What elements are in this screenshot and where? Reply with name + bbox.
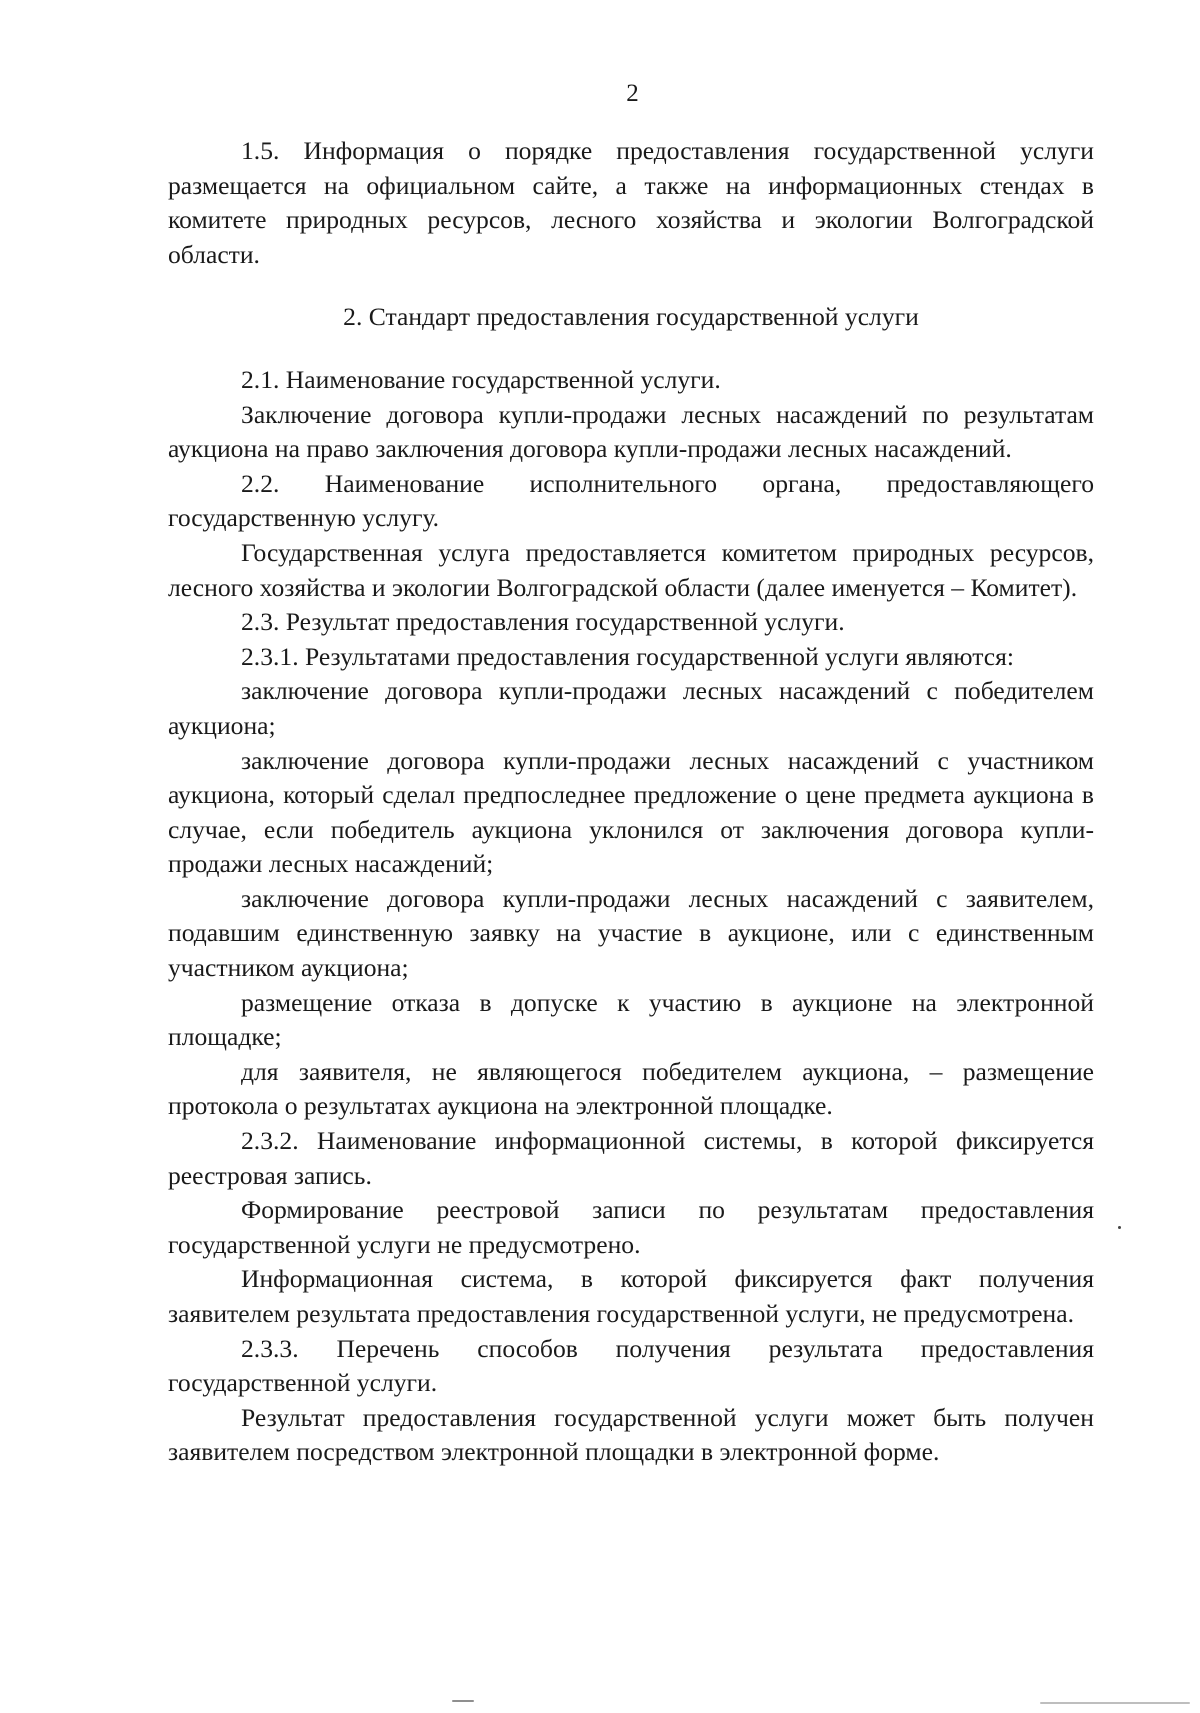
section-title: 2. Стандарт предоставления государственной услуги	[343, 302, 919, 332]
paragraph-2-2: 2.2. Наименование исполнительного органа, предоставляющего государственную услугу.	[168, 468, 1094, 533]
paragraph: Информационная система, в которой фиксируется факт получения заявителем результата предоставления государственной услуги, не предусмотрена.	[168, 1264, 1094, 1328]
list-item: размещение отказа в допуске к участию в аукционе на электронной площадке;	[168, 987, 1094, 1052]
paragraph-2-3-1: 2.3.1. Результатами предоставления государственной услуги являются:	[241, 641, 1014, 671]
scan-speck	[452, 1700, 474, 1702]
paragraph: Формирование реестровой записи по результатам предоставления государственной услуги не предусмотрено.	[168, 1195, 1094, 1259]
scan-speck	[1118, 1226, 1121, 1229]
paragraph: Результат предоставления государственной услуги может быть получен заявителем посредством электронной площадки в электронной форме.	[168, 1402, 1094, 1467]
paragraph-2-3: 2.3. Результат предоставления государственной услуги.	[241, 607, 845, 637]
paragraph-1-5: 1.5. Информация о порядке предоставления государственной услуги размещается на официальном сайте, а также на информационных стендах в комитете природных ресурсов, лесного хозяйства и экологии Волгоградской области.	[168, 136, 1094, 269]
list-item: заключение договора купли-продажи лесных насаждений с участником аукциона, который сделал предпоследнее предложение о цене предмета аукциона в случае, если победитель аукциона уклонился от заключения договора купли-продажи лесных насаждений;	[168, 745, 1094, 879]
paragraph: Заключение договора купли-продажи лесных насаждений по результатам аукциона на право заключения договора купли-продажи лесных насаждений.	[168, 399, 1094, 464]
list-item: заключение договора купли-продажи лесных насаждений с победителем аукциона;	[168, 676, 1094, 740]
paragraph-2-3-2: 2.3.2. Наименование информационной системы, в которой фиксируется реестровая запись.	[168, 1126, 1094, 1190]
list-item: заключение договора купли-продажи лесных насаждений с заявителем, подавшим единственную заявку на участие в аукционе, или с единственным участником аукциона;	[168, 883, 1094, 983]
scan-speck	[1040, 1702, 1190, 1704]
paragraph-2-1: 2.1. Наименование государственной услуги.	[241, 364, 721, 394]
paragraph: Государственная услуга предоставляется комитетом природных ресурсов, лесного хозяйства и экологии Волгоградской области (далее именуется – Комитет).	[168, 537, 1094, 602]
document-body	[168, 134, 1094, 1470]
page-number: 2	[626, 80, 639, 107]
paragraph-2-3-3: 2.3.3. Перечень способов получения результата предоставления государственной услуги.	[168, 1333, 1094, 1398]
list-item: для заявителя, не являющегося победителем аукциона, – размещение протокола о результатах аукциона на электронной площадке.	[168, 1056, 1094, 1121]
